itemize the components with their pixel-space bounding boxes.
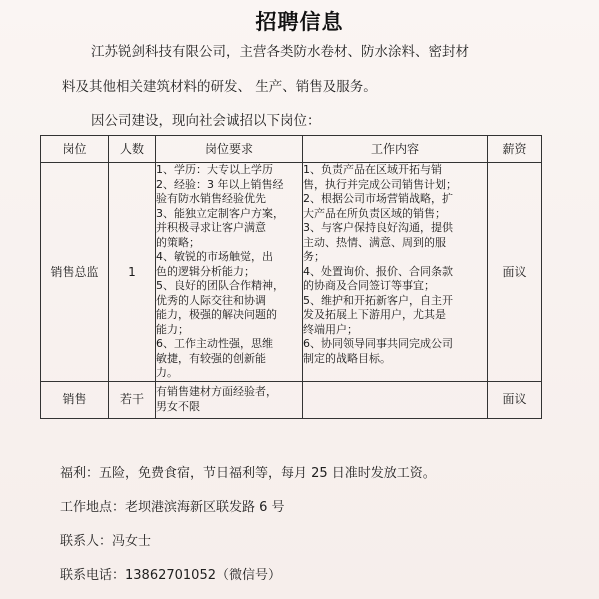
table-row xyxy=(41,163,542,382)
cell-text-line: 售，执行并完成公司销售计划； xyxy=(303,177,457,191)
cell-text-line: 主动、热情、满意、周到的服 xyxy=(303,235,446,249)
company-intro-line-2: 料及其他相关建筑材料的研发、 生产、销售及服务。 xyxy=(62,79,377,95)
cell-position: 销售 xyxy=(41,381,109,418)
cell-text-line: 能力； xyxy=(156,322,189,336)
cell-count: 若干 xyxy=(109,381,156,418)
cell-text-line: 优秀的人际交往和协调 xyxy=(156,293,266,307)
cell-text-line: 终端用户； xyxy=(303,322,358,336)
cell-text-line: 3、能独立定制客户方案， xyxy=(156,206,284,220)
cell-text-line: 1、负责产品在区域开拓与销 xyxy=(303,163,442,176)
cell-text-line: 并积极寻求让客户满意 xyxy=(156,221,266,234)
cell-text-line: 有销售建材方面经验者， xyxy=(156,385,277,398)
cell-text-line: 6、工作主动性强，思维 xyxy=(156,337,273,350)
benefits-line: 福利：五险，免费食宿，节日福利等，每月 25 日准时发放工资。 xyxy=(60,466,436,481)
table-row xyxy=(41,381,542,418)
cell-requirements xyxy=(156,381,303,418)
cell-text-line: 5、良好的团队合作精神， xyxy=(156,279,284,292)
cell-text-line: 的策略； xyxy=(156,235,200,249)
cell-text-line: 1、学历：大专以上学历 xyxy=(156,163,273,176)
cell-text-line: 男女不限 xyxy=(156,399,200,413)
page-title: 招聘信息 xyxy=(255,9,344,34)
cell-text-line: 4、敏锐的市场触觉，出 xyxy=(156,250,273,263)
header-position: 岗位 xyxy=(41,136,109,163)
cell-text-line: 2、根据公司市场营销战略，扩 xyxy=(303,192,453,205)
cell-text-line: 大产品在所负责区域的销售； xyxy=(303,206,446,220)
cell-text-line: 6、协同领导同事共同完成公司 xyxy=(303,337,453,350)
header-count: 人数 xyxy=(109,136,156,163)
hiring-statement: 因公司建设，现向社会诚招以下岗位： xyxy=(91,113,321,129)
header-salary: 薪资 xyxy=(488,136,542,163)
contact-person-line: 联系人：冯女士 xyxy=(60,534,152,549)
contact-phone-line: 联系电话：13862701052（微信号） xyxy=(60,568,281,583)
table-header-row xyxy=(41,136,542,163)
cell-text-line: 制定的战略目标。 xyxy=(303,351,391,365)
cell-text-line: 发及拓展上下游用户，尤其是 xyxy=(303,308,446,321)
cell-content xyxy=(303,381,488,418)
company-intro-line-1: 江苏锐剑科技有限公司，主营各类防水卷材、防水涂料、密封材 xyxy=(91,44,469,60)
cell-text-line: 力。 xyxy=(156,366,178,379)
cell-content xyxy=(303,163,488,382)
cell-text-line: 务； xyxy=(303,250,325,263)
cell-text-line: 色的逻辑分析能力； xyxy=(156,264,255,278)
cell-text-line: 的协商及合同签订等事宜； xyxy=(303,279,435,292)
cell-requirements xyxy=(156,163,303,382)
cell-salary: 面议 xyxy=(488,381,542,418)
cell-text-line: 敏捷，有较强的创新能 xyxy=(156,351,266,365)
header-requirements: 岗位要求 xyxy=(156,136,303,163)
cell-count: 1 xyxy=(109,163,156,382)
cell-text-line: 3、与客户保持良好沟通，提供 xyxy=(303,221,453,234)
cell-salary: 面议 xyxy=(488,163,542,382)
cell-position: 销售总监 xyxy=(41,163,109,382)
job-table xyxy=(40,135,542,419)
cell-text-line: 能力，极强的解决问题的 xyxy=(156,308,277,321)
cell-text-line: 4、处置询价、报价、合同条款 xyxy=(303,264,453,278)
work-location-line: 工作地点：老坝港滨海新区联发路 6 号 xyxy=(60,500,285,515)
cell-text-line: 验有防水销售经验优先 xyxy=(156,192,266,205)
cell-text-line: 5、维护和开拓新客户，自主开 xyxy=(303,293,453,307)
cell-text-line: 2、经验：3 年以上销售经 xyxy=(156,177,284,191)
header-content: 工作内容 xyxy=(303,136,488,163)
